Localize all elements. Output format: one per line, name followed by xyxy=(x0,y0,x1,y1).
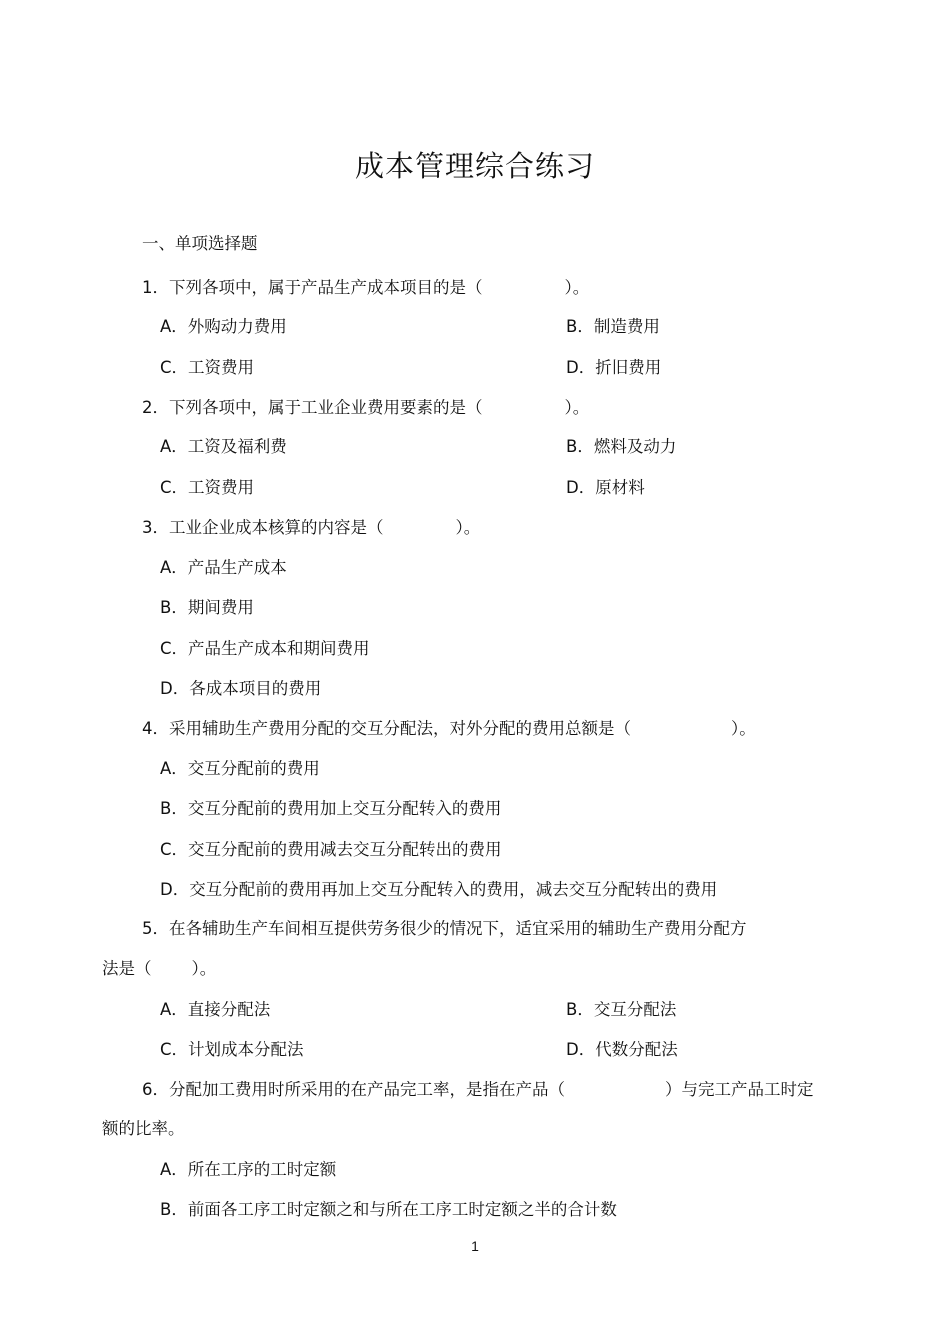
option-d: D．交互分配前的费用再加上交互分配转入的费用，减去交互分配转出的费用 xyxy=(160,880,718,899)
question-3-close: ）。 xyxy=(455,518,481,537)
question-4-close: ）。 xyxy=(731,719,756,738)
question-5-stem: 5．在各辅助生产车间相互提供劳务很少的情况下，适宜采用的辅助生产费用分配方 xyxy=(142,919,747,938)
option-b: B．前面各工序工时定额之和与所在工序工时定额之半的合计数 xyxy=(160,1200,617,1219)
option-c: C．工资费用 xyxy=(160,358,255,377)
option-d: D．原材料 xyxy=(566,478,645,497)
question-2-close: ）。 xyxy=(564,398,590,417)
option-a: A．外购动力费用 xyxy=(160,317,287,336)
section-heading: 一、单项选择题 xyxy=(142,234,258,253)
question-1-close: ）。 xyxy=(564,278,590,297)
question-6-continuation: 额的比率。 xyxy=(102,1119,185,1138)
option-b: B．期间费用 xyxy=(160,598,254,617)
option-a: A．直接分配法 xyxy=(160,1000,271,1019)
question-4 xyxy=(142,718,756,740)
option-c: C．交互分配前的费用减去交互分配转出的费用 xyxy=(160,840,502,859)
question-2 xyxy=(142,397,589,419)
question-1-stem: 1．下列各项中，属于产品生产成本项目的是（ xyxy=(142,278,483,297)
question-5-close: ）。 xyxy=(191,959,217,978)
question-1 xyxy=(142,277,589,299)
option-a: A．工资及福利费 xyxy=(160,437,287,456)
question-3 xyxy=(142,517,480,539)
option-c: C．计划成本分配法 xyxy=(160,1040,304,1059)
option-a: A．所在工序的工时定额 xyxy=(160,1160,337,1179)
question-6-stem xyxy=(142,1079,814,1101)
question-4-stem: 4．采用辅助生产费用分配的交互分配法，对外分配的费用总额是（ xyxy=(142,719,631,738)
question-6-stem-text: 6．分配加工费用时所采用的在产品完工率，是指在产品（ xyxy=(142,1080,565,1099)
question-3-stem: 3．工业企业成本核算的内容是（ xyxy=(142,518,384,537)
option-d: D．折旧费用 xyxy=(566,358,662,377)
option-b: B．交互分配前的费用加上交互分配转入的费用 xyxy=(160,799,502,818)
question-5-stem-cont: 法是（ xyxy=(102,959,152,978)
option-b: B．燃料及动力 xyxy=(566,437,677,456)
option-d: D．各成本项目的费用 xyxy=(160,679,322,698)
question-5-continuation xyxy=(102,958,216,980)
page-number: 1 xyxy=(471,1238,479,1254)
option-d: D．代数分配法 xyxy=(566,1040,678,1059)
option-c: C．工资费用 xyxy=(160,478,255,497)
question-2-stem: 2．下列各项中，属于工业企业费用要素的是（ xyxy=(142,398,483,417)
question-6-close: ）与完工产品工时定 xyxy=(665,1080,814,1099)
option-c: C．产品生产成本和期间费用 xyxy=(160,639,370,658)
option-a: A．产品生产成本 xyxy=(160,558,287,577)
option-a: A．交互分配前的费用 xyxy=(160,759,320,778)
option-b: B．交互分配法 xyxy=(566,1000,677,1019)
document-title: 成本管理综合练习 xyxy=(354,149,595,183)
option-b: B．制造费用 xyxy=(566,317,660,336)
